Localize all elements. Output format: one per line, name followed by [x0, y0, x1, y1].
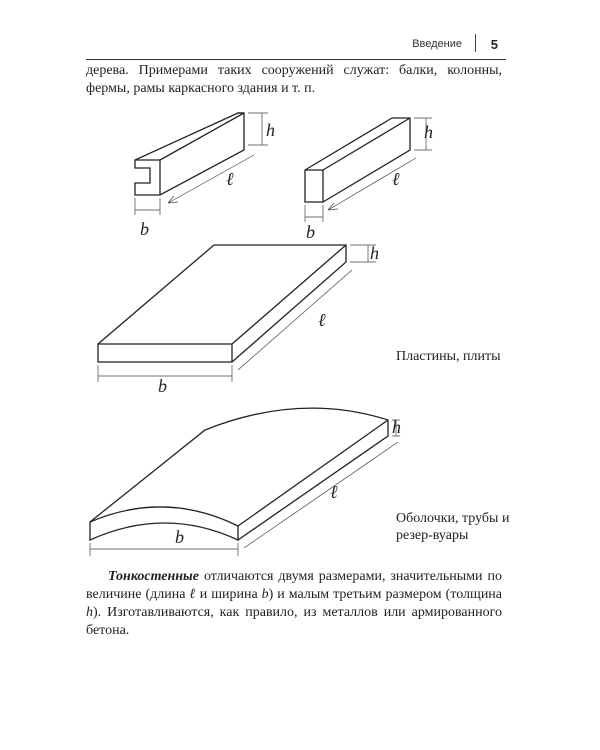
term-thin-walled: Тонкостенные — [108, 569, 199, 584]
shell-b-label: b — [175, 527, 184, 547]
beam2-h-label: h — [424, 122, 433, 142]
beam2-l-label: ℓ — [392, 169, 400, 189]
intro-paragraph: дерева. Примерами таких сооружений служат: балки, колонны, фермы, рамы каркасного здания и т. п. — [86, 63, 502, 96]
caption-shells: Оболочки, трубы и резер-вуары — [396, 511, 510, 543]
symbol-width: b — [261, 587, 269, 602]
plate-h-label: h — [370, 243, 379, 263]
plate-b-label: b — [158, 376, 167, 396]
beam1-l-label: ℓ — [226, 169, 234, 189]
beam2-b-label: b — [306, 222, 315, 242]
body-text-1: отличаются двумя размерами, значительными по величине (длина — [86, 569, 502, 602]
section-title: Введение — [412, 38, 462, 50]
caption-plates: Пластины, плиты — [396, 349, 501, 364]
symbol-length: ℓ — [189, 587, 196, 602]
shell-h-label: h — [392, 417, 401, 437]
symbol-thickness: h — [86, 605, 93, 620]
shell-drawing — [90, 408, 400, 556]
body-text-4: ). Изготавливаются, как правило, из металлов или армированного бетона. — [86, 605, 502, 638]
beam1-b-label: b — [140, 219, 149, 239]
beam-rect-drawing — [305, 118, 432, 222]
plate-l-label: ℓ — [318, 310, 326, 330]
beam1-h-label: h — [266, 120, 275, 140]
plate-drawing — [98, 245, 376, 382]
body-paragraph — [86, 568, 502, 640]
beam-channel-drawing — [135, 113, 268, 215]
shell-l-label: ℓ — [330, 482, 338, 502]
body-text-3: ) и малым третьим размером (толщина — [268, 587, 503, 602]
page-number: 5 — [490, 37, 498, 52]
body-text-2: и ширина — [195, 587, 262, 602]
